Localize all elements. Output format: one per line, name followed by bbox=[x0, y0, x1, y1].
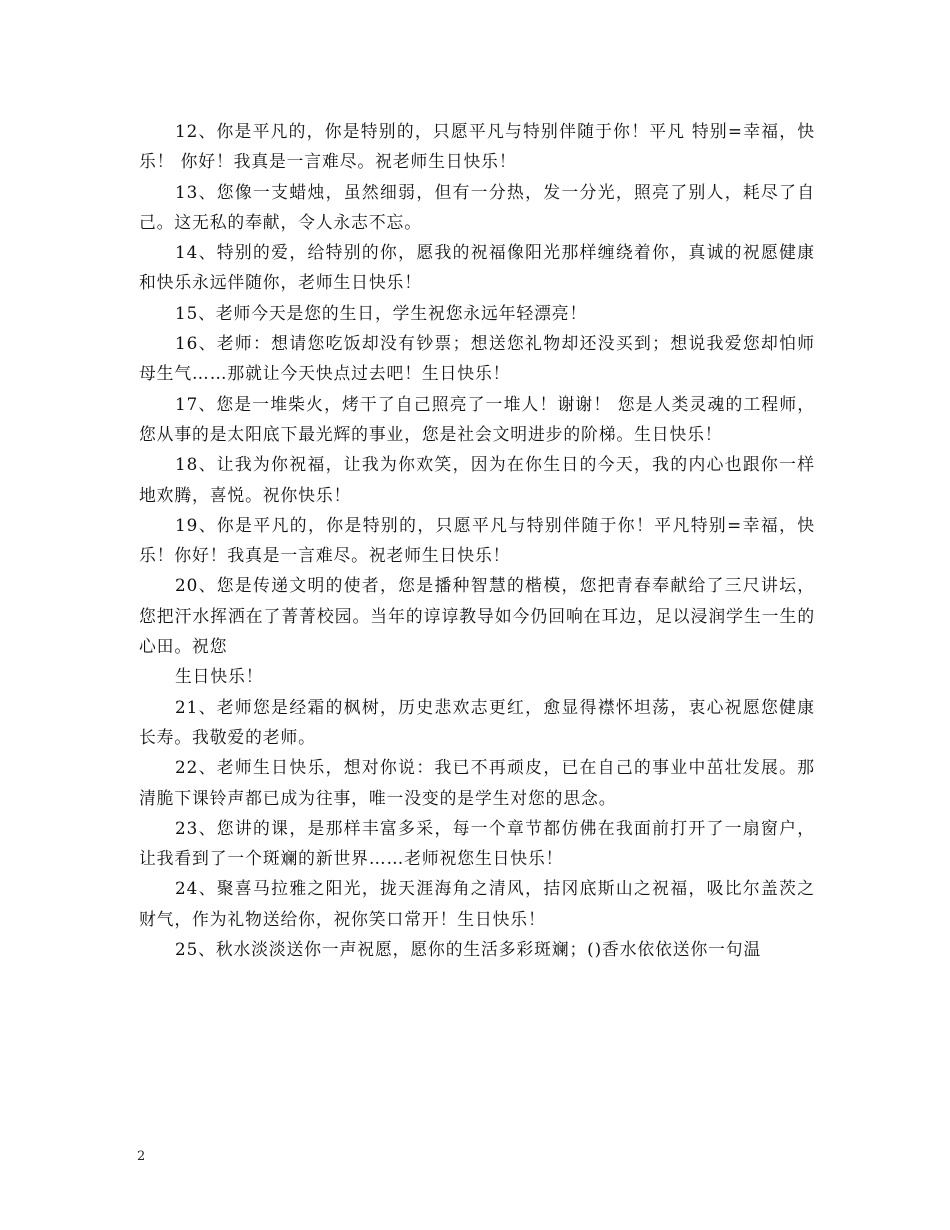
paragraph-15: 15、老师今天是您的生日，学生祝您永远年轻漂亮！ bbox=[175, 302, 588, 323]
paragraph-20-continuation: 生日快乐！ bbox=[175, 666, 264, 687]
paragraph-19: 19、你是平凡的，你是特别的，只愿平凡与特别伴随于你！平凡特别=幸福，快乐！你好！我真是一言难尽。祝老师生日快乐！ bbox=[139, 514, 815, 566]
paragraph-25: 25、秋水淡淡送你一声祝愿，愿你的生活多彩斑斓；()香水依依送你一句温 bbox=[175, 939, 762, 960]
paragraph-21: 21、老师您是经霜的枫树，历史悲欢志更红，愈显得襟怀坦荡，衷心祝愿您健康长寿。我敬爱的老师。 bbox=[139, 696, 815, 747]
page-number: 2 bbox=[137, 1149, 146, 1164]
paragraph-24: 24、聚喜马拉雅之阳光，拢天涯海角之清风，拮冈底斯山之祝福，吸比尔盖茨之财气，作为礼物送给你，祝你笑口常开！生日快乐！ bbox=[139, 878, 815, 929]
paragraph-14: 14、特别的爱，给特别的你，愿我的祝福像阳光那样缠绕着你，真诚的祝愿健康和快乐永远伴随你，老师生日快乐！ bbox=[139, 242, 815, 293]
paragraph-16: 16、老师：想请您吃饭却没有钞票；想送您礼物却还没买到；想说我爱您却怕师母生气……那就让今天快点过去吧！生日快乐！ bbox=[139, 333, 815, 384]
paragraph-20: 20、您是传递文明的使者，您是播种智慧的楷模，您把青春奉献给了三尺讲坛，您把汗水挥洒在了菁菁校园。当年的谆谆教导如今仍回响在耳边，足以浸润学生一生的心田。祝您 bbox=[139, 575, 815, 657]
paragraph-13: 13、您像一支蜡烛，虽然细弱，但有一分热，发一分光，照亮了别人，耗尽了自己。这无私的奉献，令人永志不忘。 bbox=[139, 181, 815, 232]
paragraph-23: 23、您讲的课，是那样丰富多采，每一个章节都仿佛在我面前打开了一扇窗户，让我看到了一个斑斓的新世界……老师祝您生日快乐！ bbox=[139, 817, 815, 869]
paragraph-22: 22、老师生日快乐，想对你说：我已不再顽皮，已在自己的事业中茁壮发展。那清脆下课铃声都已成为往事，唯一没变的是学生对您的思念。 bbox=[139, 757, 815, 808]
document-body bbox=[139, 116, 815, 964]
paragraph-18: 18、让我为你祝福，让我为你欢笑，因为在你生日的今天，我的内心也跟你一样地欢腾，喜悦。祝你快乐！ bbox=[139, 454, 815, 505]
paragraph-12: 12、你是平凡的，你是特别的，只愿平凡与特别伴随于你！平凡 特别=幸福，快乐！ 你好！我真是一言难尽。祝老师生日快乐！ bbox=[139, 121, 815, 172]
paragraph-17: 17、您是一堆柴火，烤干了自己照亮了一堆人！谢谢！ 您是人类灵魂的工程师，您从事的是太阳底下最光辉的事业，您是社会文明进步的阶梯。生日快乐！ bbox=[139, 393, 815, 444]
